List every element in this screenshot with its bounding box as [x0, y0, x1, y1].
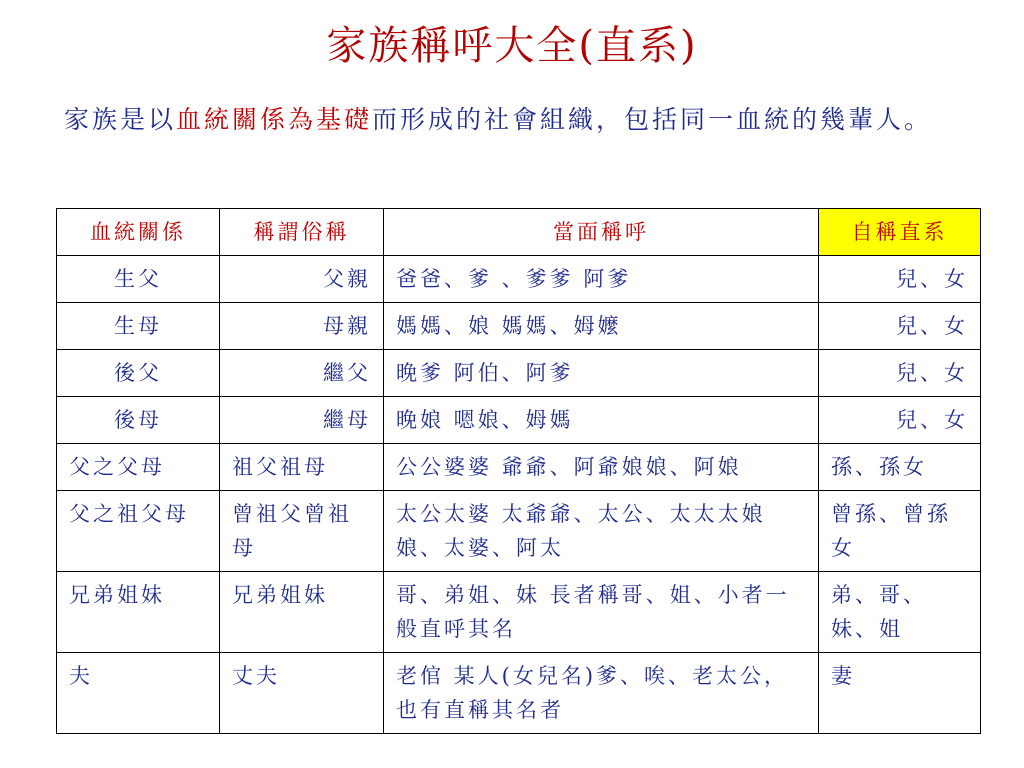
- table-row: [57, 397, 981, 444]
- header-relation: 血統關係: [57, 209, 220, 256]
- cell-address-form: 爸爸、爹 、爹爹 阿爹: [384, 256, 819, 303]
- header-common-title: 稱謂俗稱: [220, 209, 384, 256]
- cell-address-form: 媽媽、娘 媽媽、姆嬤: [384, 303, 819, 350]
- table-row: [57, 444, 981, 491]
- table-row: [57, 572, 981, 653]
- cell-address-form: 太公太婆 太爺爺、太公、太太太娘娘、太婆、阿太: [384, 491, 819, 572]
- cell-address-form: 晚爹 阿伯、阿爹: [384, 350, 819, 397]
- cell-common-title: 繼父: [220, 350, 384, 397]
- cell-self-reference: 兒、女: [819, 256, 981, 303]
- cell-self-reference: 兒、女: [819, 303, 981, 350]
- intro-text-start: 家族是以: [64, 105, 177, 134]
- table-header-row: [57, 209, 981, 256]
- cell-relation: 生母: [57, 303, 220, 350]
- cell-address-form: 老倌 某人(女兒名)爹、唉、老太公，也有直稱其名者: [384, 653, 819, 734]
- cell-common-title: 曾祖父曾祖母: [220, 491, 384, 572]
- cell-address-form: 公公婆婆 爺爺、阿爺娘娘、阿娘: [384, 444, 819, 491]
- page-title: 家族稱呼大全(直系): [326, 23, 698, 69]
- header-self-reference: 自稱直系: [819, 209, 981, 256]
- intro-highlight: 血統關係為基礎: [176, 105, 373, 134]
- cell-self-reference: 妻: [819, 653, 981, 734]
- cell-relation: 後母: [57, 397, 220, 444]
- kinship-table: [56, 208, 981, 734]
- header-address-form: 當面稱呼: [384, 209, 819, 256]
- cell-relation: 父之父母: [57, 444, 220, 491]
- cell-relation: 後父: [57, 350, 220, 397]
- cell-common-title: 母親: [220, 303, 384, 350]
- table-row: [57, 303, 981, 350]
- cell-relation: 夫: [57, 653, 220, 734]
- cell-self-reference: 孫、孫女: [819, 444, 981, 491]
- cell-common-title: 兄弟姐妹: [220, 572, 384, 653]
- table-row: [57, 350, 981, 397]
- cell-common-title: 丈夫: [220, 653, 384, 734]
- cell-relation: 父之祖父母: [57, 491, 220, 572]
- cell-address-form: 晚娘 嗯娘、姆媽: [384, 397, 819, 444]
- cell-relation: 生父: [57, 256, 220, 303]
- cell-address-form: 哥、弟姐、妹 長者稱哥、姐、小者一般直呼其名: [384, 572, 819, 653]
- cell-self-reference: 兒、女: [819, 350, 981, 397]
- table-row: [57, 653, 981, 734]
- cell-common-title: 父親: [220, 256, 384, 303]
- cell-common-title: 繼母: [220, 397, 384, 444]
- table-row: [57, 256, 981, 303]
- cell-relation: 兄弟姐妹: [57, 572, 220, 653]
- cell-self-reference: 曾孫、曾孫女: [819, 491, 981, 572]
- cell-common-title: 祖父祖母: [220, 444, 384, 491]
- intro-paragraph: [64, 98, 964, 142]
- cell-self-reference: 弟、哥、妹、姐: [819, 572, 981, 653]
- table-row: [57, 491, 981, 572]
- intro-text-end: 而形成的社會組織，包括同一血統的幾輩人。: [372, 105, 933, 134]
- cell-self-reference: 兒、女: [819, 397, 981, 444]
